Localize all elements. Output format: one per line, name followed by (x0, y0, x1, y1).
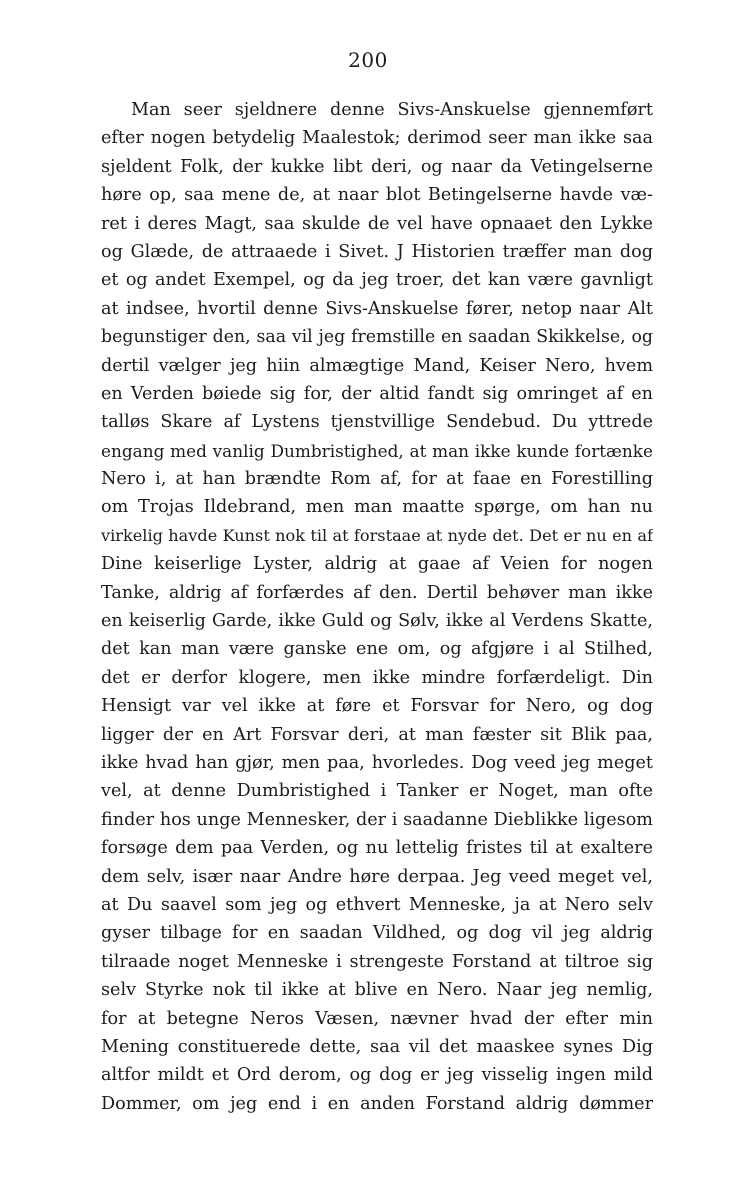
text-line: at indsee, hvortil denne Sivs-Anskuelse fører, netop naar Alt (101, 298, 653, 319)
text-line: altfor mildt et Ord derom, og dog er jeg visselig ingen mild (101, 1065, 653, 1086)
text-line: efter nogen betydelig Maalestok; derimod seer man ikke saa (101, 128, 653, 149)
text-line: dem selv, især naar Andre høre derpaa. Jeg veed meget vel, (101, 866, 653, 887)
text-line: det kan man være ganske ene om, og afgjøre i al Stilhed, (101, 639, 653, 660)
text-line: Mening constituerede dette, saa vil det maaskee synes Dig (101, 1036, 653, 1057)
text-line: Hensigt var vel ikke at føre et Forsvar for Nero, og dog (101, 696, 653, 717)
text-line: Tanke, aldrig af forfærdes af den. Dertil behøver man ikke (101, 582, 653, 603)
text-line: en keiserlig Garde, ikke Guld og Sølv, ikke al Verdens Skatte, (101, 611, 653, 632)
text-line: finder hos unge Mennesker, der i saadanne Dieblikke ligesom (101, 809, 653, 830)
text-line: begunstiger den, saa vil jeg fremstille en saadan Skikkelse, og (101, 327, 653, 348)
text-line: høre op, saa mene de, at naar blot Betingelserne havde væ- (101, 185, 653, 206)
text-line: Dommer, om jeg end i en anden Forstand aldrig dømmer (101, 1093, 653, 1114)
text-line: at Du saavel som jeg og ethvert Menneske, ja at Nero selv (101, 894, 653, 915)
text-line: Nero i, at han brændte Rom af, for at faae en Forestilling (101, 469, 653, 490)
text-line: vel, at denne Dumbristighed i Tanker er Noget, man ofte (101, 781, 653, 802)
text-line: ret i deres Magt, saa skulde de vel have opnaaet den Lykke (101, 213, 653, 234)
text-line: Man seer sjeldnere denne Sivs-Anskuelse gjennemført (131, 100, 653, 120)
body-text (101, 96, 653, 1118)
text-line: forsøge dem paa Verden, og nu lettelig fristes til at exaltere (101, 838, 653, 859)
text-line: ikke hvad han gjør, men paa, hvorledes. Dog veed jeg meget (101, 752, 653, 773)
text-line: for at betegne Neros Væsen, nævner hvad der efter min (101, 1008, 653, 1029)
text-line: dertil vælger jeg hiin almægtige Mand, Keiser Nero, hvem (101, 355, 653, 376)
text-line: om Trojas Ildebrand, men man maatte spørge, om han nu (101, 497, 653, 518)
text-line: en Verden bøiede sig for, der altid fandt sig omringet af en (101, 383, 653, 404)
text-line: talløs Skare af Lystens tjenstvillige Sendebud. Du yttrede (101, 412, 653, 433)
text-line: ligger der en Art Forsvar deri, at man fæster sit Blik paa, (101, 724, 653, 745)
text-line: Dine keiserlige Lyster, aldrig at gaae af Veien for nogen (101, 554, 653, 575)
text-line: det er derfor klogere, men ikke mindre forfærdeligt. Din (101, 667, 653, 688)
text-line: engang med vanlig Dumbristighed, at man ikke kunde fortænke (101, 440, 653, 461)
page-number: 200 (348, 48, 388, 72)
text-line: et og andet Exempel, og da jeg troer, det kan være gavnligt (101, 270, 653, 291)
text-line: selv Styrke nok til ikke at blive en Nero. Naar jeg nemlig, (101, 980, 653, 1001)
text-line: sjeldent Folk, der kukke libt deri, og naar da Vetingelserne (101, 156, 653, 177)
text-line: og Glæde, de attraaede i Sivet. J Historien træffer man dog (101, 241, 653, 262)
text-line: virkelig havde Kunst nok til at forstaae at nyde det. Det er nu en af (101, 525, 653, 545)
text-line: gyser tilbage for en saadan Vildhed, og dog vil jeg aldrig (101, 923, 653, 944)
text-line: tilraade noget Menneske i strengeste Forstand at tiltroe sig (101, 951, 653, 972)
